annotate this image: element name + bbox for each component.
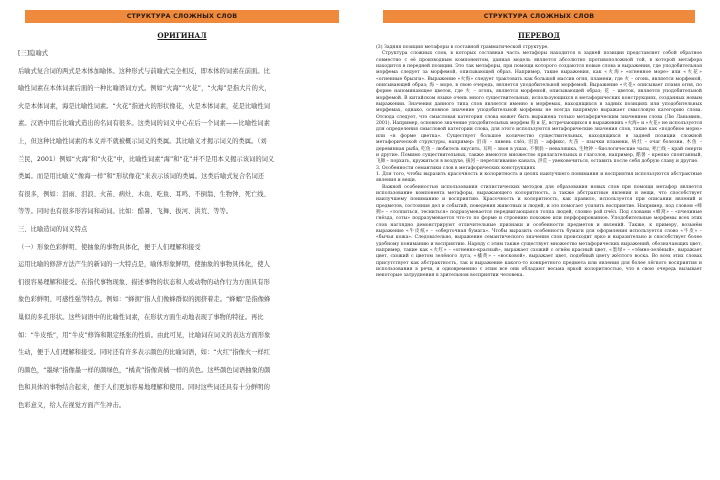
- text-line: 喻性词素在本体词素后面的一种比喻语词方式。例如“火海”“火花”，“火海”是指大片的火，: [18, 85, 271, 93]
- text-line: 兰民，2001）例如“火海”和“火花”中，比喻性词素“海”和“花”并不是用本义揭示该词的词义: [18, 155, 275, 163]
- text-paragraph: 3. Особенности семантики слов в метафорических конструкциях: [376, 165, 536, 171]
- text-line: （一）形象色彩鲜明、使抽象的事物具体化，便于人们理解和接受: [18, 243, 201, 251]
- text-paragraph: (3) Задняя позиция метафоры в составной грамматической структуре.: [376, 45, 549, 50]
- original-text: [18, 45, 346, 414]
- text-line: 素。汉语中用后比喻式造出的名词有很多。这类词的词义中心在后一个词素——比喻性词素: [18, 120, 270, 128]
- text-line: 们很容易理解和接受。在指代事物现象、描述事物的状态和人或动物的动作行为方面具有形: [18, 278, 270, 286]
- text-line: 色和具体的事物结合起来，便于人们更加容易地理解和使用。同时这些词还具有十分鲜明的: [18, 384, 270, 392]
- text-line: 运用比喻的修辞方法产生的新词的一大特点是，喻体形象鲜明，使抽象的事物具体化，使人: [18, 261, 270, 269]
- text-line: 的颜色，“墨绿”指像墨一样的颜绿色，“橘黄”指像黄橘一样的黄色。这些颜色词语抽象的颜: [18, 366, 271, 374]
- text-line: 色彩意义，给人在视觉方面产生冲击。: [18, 401, 126, 409]
- text-line: 如：“牛皮纸”，用“牛皮”修饰和限定纸张的性质。由此可见，比喻词在词义的表达方面形象: [18, 331, 271, 339]
- text-line: [三]隐喻式: [18, 50, 49, 57]
- text-paragraph: Структура сложных слов, в которых составная часть метафоры находится в задней позиции представляет собой обратное совместно с её производным компонентом, данная модель является абсолютно противоположной той, в которой метафора находится в передней позиции. Это так метафоры, при помощи которого создаются новые слова и выражения, где уподобительная морфема следует за морфемой, описывающей образ. Например, такие выражения, как «火海» «огненное море» или «火花» «огненные брызги». Выражение «火海» следует трактовать как большой массив огня, пламени, где 火 – огонь, является морфемой, описывающей образ; 海 – море, в свою очередь, является уподобительной морфемой. Выражение «火花» описывает пламя огня, по форме напоминающее цветок, где 火 – огонь, является морфемой, описывающей образ; 花 – цветок, является уподобительной морфемой. В китайском языке очень много существительных, использующихся в метафорических конструкциях, созданных новым выражении. Значения данного типа слов является именно в морфемах, находящихся в задних позициях или уподобительных морфемах, однако, основное значение уподобительной морфемы не всегда напрямую выражает смысловую категорию слова. Отсюда следует, что смысловая категория слова может быть выражена только метафорическим значением слова (Лю Ланьминь, 2001). Например, основное значение уподобительных морфем 海 и 花, встречающихся в выражениях «火海» и «火花» не используется для определения смысловой категории слова, для этого используются метафорические значения слов, такие как «подобное морю» или «в форме цветка». Существует большое количество существительных, находящихся в задней позиции сложной метафорической структуры, например: 泪雨 – ливень слёз, 泪浪 – аффикс, 火苗 – язычки пламени, 病灶 – очаг болезни, 木鱼 – деревянная рыба, 吃鱼 – любитель вкусить, 耳鸣 – звон в ушах, 不倒翁 – неваляшка, 生物钟 – биологические часы, 死亡线 – край смерти и другие. Помимо существительных, также имеются множество прилагательных и глаголов, например, 酷暑 – крепко спонтанный, 飞舞 – порхать, кружиться в воздухе, 拔河 – перетягивание каната, 洪荒 – увековечиться, оставить после себя добрую славу и другие.: [376, 51, 702, 165]
- translation-page: [362, 0, 714, 480]
- text-line: 后喻式复合词的两式是本体加喻体。这种形式与前喻式完全相反，即本体的词素在前面。比: [18, 67, 270, 75]
- text-line: 等等。同时也有很多形容词和动词。比如：酷暑、飞舞、拔河、洪荒、等等。: [18, 208, 233, 216]
- text-line: 火是本体词素，海是比喻性词素。“火花”指迸火的形状像花，火是本体词素，花是比喻性词: [18, 102, 271, 110]
- text-paragraph: Важной особенностью использования стилистических методов для образования новых слов при помощи метафор является использование компонента метафоры, выражающего колоритность, а также абстрактные явления и вещи, что способствует наилучшему пониманию и восприятию. Красочность и колоритность, как правило, используется при описании явлений и предметов, состояния дел и событий, поведения животных и людей, и это помогает усилить восприятие. Например, под словом «蜂拥» – «толпиться, тесниться» подразумевается передвигающаяся толпа людей, словно рой пчёл. Под словами «蜂窝» – «пчелиные гнёзда, соты» подразумевается что-то по форме и строению похожее или перфорированное. Уподобительные морфемы всех этих слов наглядно демонстрируют отличительные признаки и особенности предметов и явлений. Также, к примеру, возьмём выражение «牛皮纸» – «оберточная бумага». Чтобы выразить особенность бумаги для оформления используется слово «牛皮» – «бычья кожа». Следовательно, выражение семантического значения слов происходит ярко и выразительно и способствует более удобному пониманию и восприятию. Наряду с этим также существует множество метафорических выражений, обозначающих цвет, например, такие как «火红» – «огненно-красный», выражает схожий с огнём красный цвет, «墨绿» – «тёмно-зелёный», выражает цвет, схожий с цветом зелёного луга, «橘黄» – «восковой», выражает цвет, подобный цвету жёлтого воска. Во всех этих словах присутствует как абстрактность, так и выражение какого-то конкретного предмета или явления для более лёгкого восприятия и использования в речи, и одновременно с этим все они обладают весьма яркой колоритностью, что в свою очередь вызывает некоторые затруднения в зрительном восприятии человека.: [376, 184, 702, 279]
- text-line: 巢似的多孔形状。这些词语中的比喻性词素，在形状方面生动地表现了事物的特征。再比: [18, 313, 264, 321]
- page-title: ПЕРЕВОД: [518, 31, 560, 40]
- text-line: 类属。而是用比喻义“像海一样”和“形状像花”来表示该词的类属。这类后喻式复合名词还: [18, 173, 265, 181]
- text-line: 有很多，例如：泪雨、泪浪、火苗、病灶、木鱼、吃鱼、耳鸣、不倒翁、生物钟、死亡线、: [18, 190, 270, 198]
- page-title: ОРИГИНАЛ: [157, 31, 207, 40]
- original-page: [4, 0, 356, 480]
- page-header: СТРУКТУРА СЛОЖНЫХ СЛОВ: [383, 10, 696, 23]
- text-line: 三、比喻造词的词义特点: [18, 225, 88, 233]
- translation-text: [376, 45, 702, 280]
- page-header: СТРУКТУРА СЛОЖНЫХ СЛОВ: [25, 10, 340, 23]
- text-line: 象色彩鲜明、可感性强等特点。例如：“蜂拥”指人们像蜂群似的拥挤着走。“蜂蛹”是指像蜂: [18, 296, 271, 304]
- text-paragraph: 1. Для того, чтобы выразить красочность и колоритность и целях наилучшего понимания и восприятия используются абстрактные явления и вещи.: [376, 171, 702, 184]
- text-line: 生动，便于人们理解和接受。同时还有许多表示颜色的比喻词语，如：“火红”指像火一样红: [18, 349, 271, 357]
- text-line: 上，但这种比喻性词素的本义并不就被概示词义的类属。其比喻义才揭示词义的类属。（刘: [18, 137, 267, 145]
